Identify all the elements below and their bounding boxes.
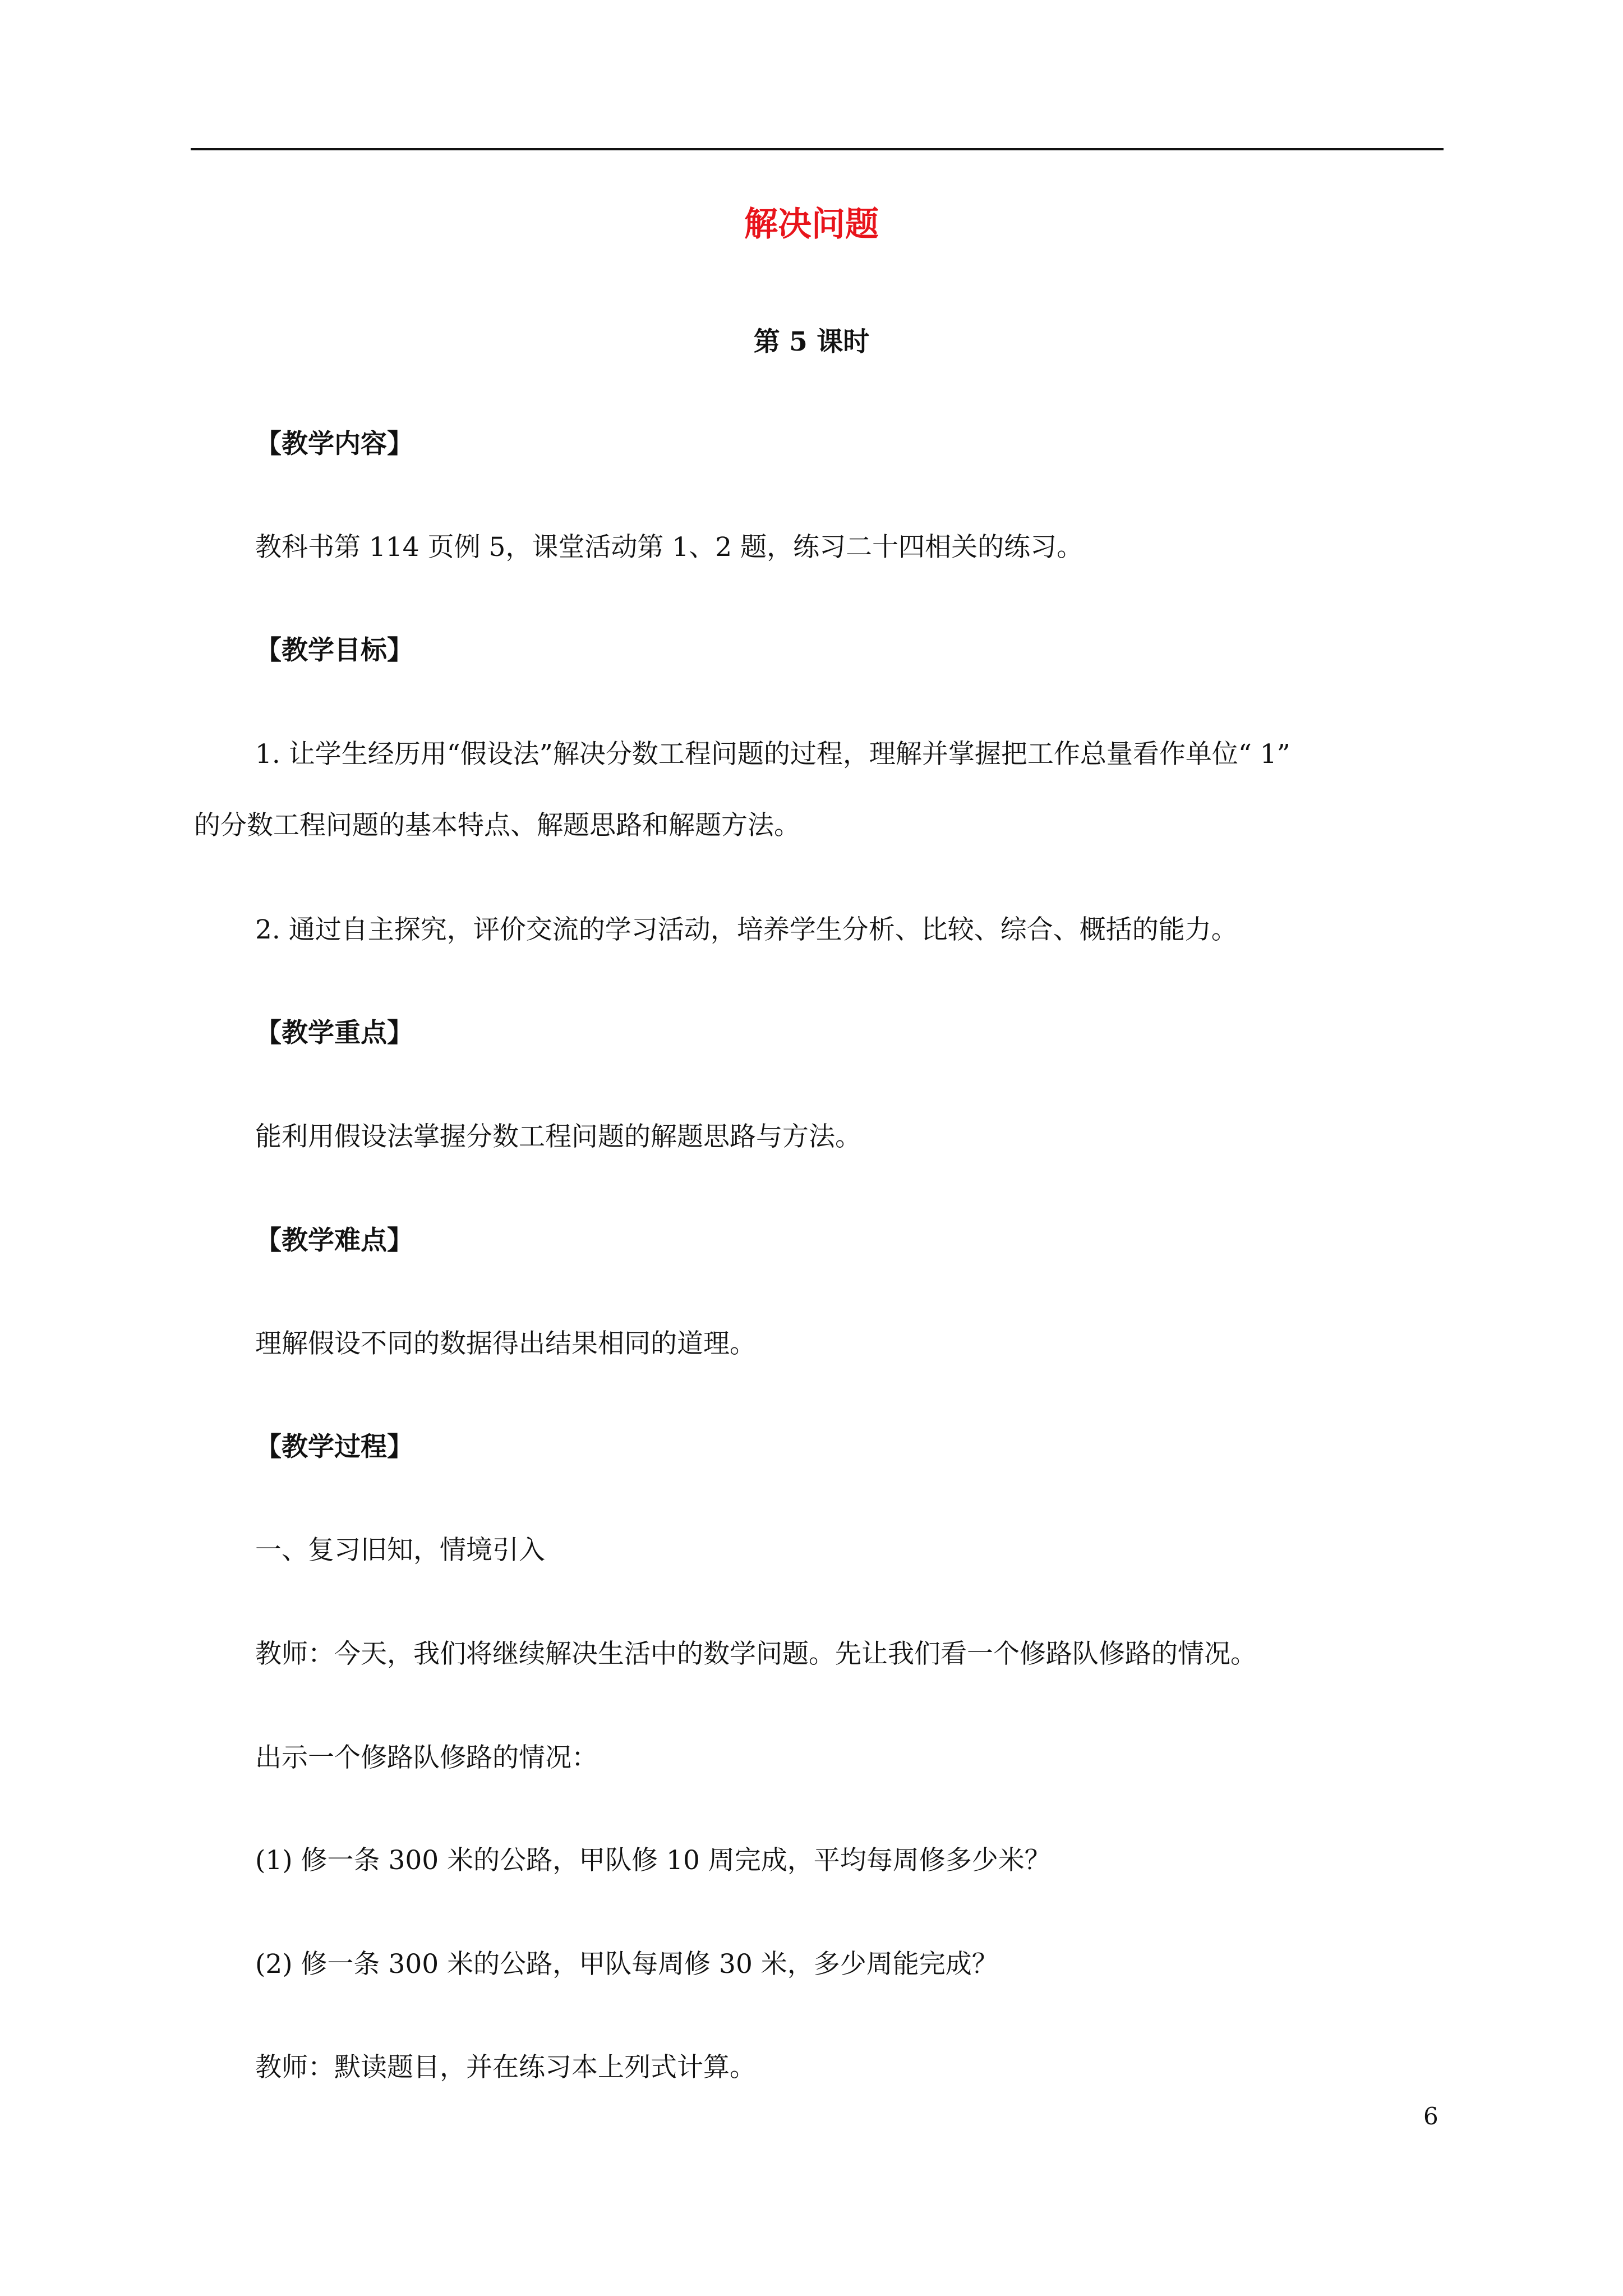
question-1: (1) 修一条 300 米的公路，甲队修 10 周完成，平均每周修多少米？ — [255, 1845, 1051, 1876]
process-step-1: 一、复习旧知，情境引入 — [255, 1535, 545, 1566]
goal-1-line-1: 1. 让学生经历用“假设法”解决分数工程问题的过程，理解并掌握把工作总量看作单位“ 1” — [255, 739, 1290, 770]
page-title: 解决问题 — [744, 205, 879, 244]
content-text: 教科书第 114 页例 5，课堂活动第 1、2 题，练习二十四相关的练习。 — [255, 532, 1083, 563]
process-heading: 【教学过程】 — [255, 1432, 413, 1462]
goals-heading: 【教学目标】 — [255, 635, 413, 666]
show-line: 出示一个修路队修路的情况： — [255, 1742, 598, 1773]
teacher-line-2: 教师：默读题目，并在练习本上列式计算。 — [255, 2052, 756, 2083]
difficulty-heading: 【教学难点】 — [255, 1225, 413, 1256]
header-rule — [191, 148, 1444, 150]
teacher-line-1: 教师：今天，我们将继续解决生活中的数学问题。先让我们看一个修路队修路的情况。 — [255, 1639, 1257, 1669]
content-heading: 【教学内容】 — [255, 429, 413, 459]
question-2: (2) 修一条 300 米的公路，甲队每周修 30 米，多少周能完成？ — [255, 1949, 998, 1980]
page-number: 6 — [1423, 2102, 1438, 2130]
key-text: 能利用假设法掌握分数工程问题的解题思路与方法。 — [255, 1121, 861, 1152]
difficulty-text: 理解假设不同的数据得出结果相同的道理。 — [255, 1328, 756, 1359]
goal-1-line-2: 的分数工程问题的基本特点、解题思路和解题方法。 — [194, 810, 800, 841]
goal-2: 2. 通过自主探究，评价交流的学习活动，培养学生分析、比较、综合、概括的能力。 — [255, 914, 1238, 945]
lesson-subtitle: 第 5 课时 — [753, 326, 870, 357]
key-heading: 【教学重点】 — [255, 1018, 413, 1048]
